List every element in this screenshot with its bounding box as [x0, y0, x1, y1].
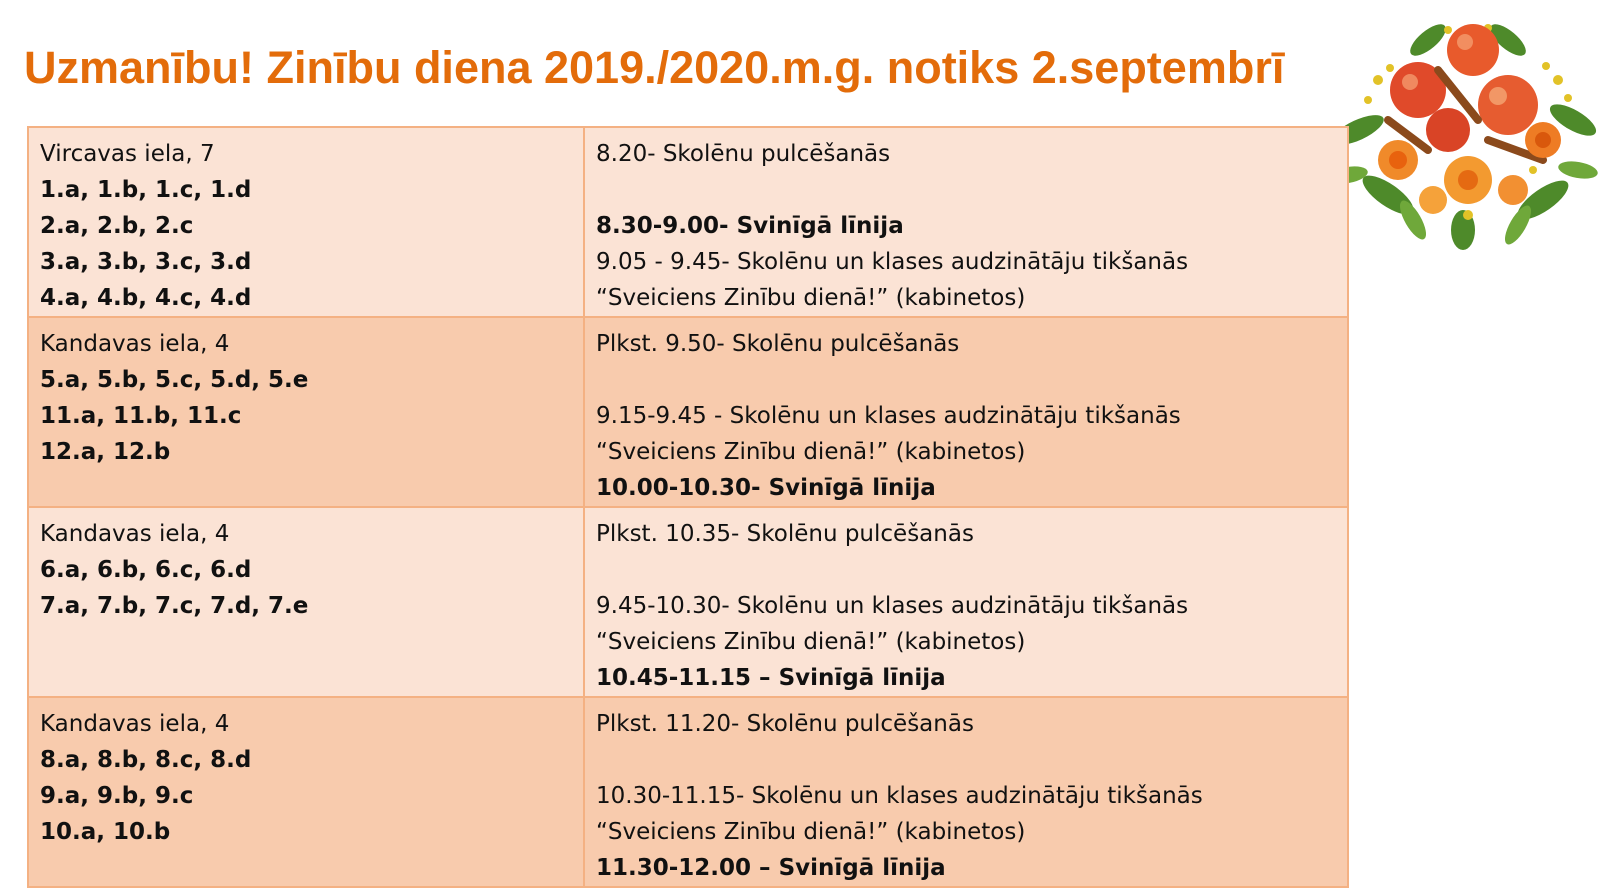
ceremony-time: 8.30-9.00- Svinīgā līnija — [596, 213, 904, 239]
schedule-line: “Sveiciens Zinību dienā!” (kabinetos) — [596, 629, 1026, 655]
schedule-line — [596, 172, 1337, 208]
location-cell — [28, 317, 584, 507]
schedule-cell — [584, 507, 1348, 697]
schedule-line: Plkst. 10.35- Skolēnu pulcēšanās — [596, 521, 974, 547]
table-row — [28, 317, 1348, 507]
location-cell — [28, 507, 584, 697]
schedule-line — [596, 552, 1337, 588]
schedule-line — [596, 742, 1337, 778]
schedule-line: 8.20- Skolēnu pulcēšanās — [596, 141, 891, 167]
class-list: 11.a, 11.b, 11.c — [40, 403, 242, 429]
class-list: 8.a, 8.b, 8.c, 8.d — [40, 747, 252, 773]
schedule-line: Plkst. 9.50- Skolēnu pulcēšanās — [596, 331, 960, 357]
schedule-line: Plkst. 11.20- Skolēnu pulcēšanās — [596, 711, 974, 737]
schedule-line: “Sveiciens Zinību dienā!” (kabinetos) — [596, 285, 1026, 311]
location-label: Vircavas iela, 7 — [40, 141, 215, 167]
ceremony-time: 11.30-12.00 – Svinīgā līnija — [596, 855, 946, 881]
class-list: 7.a, 7.b, 7.c, 7.d, 7.e — [40, 593, 309, 619]
schedule-line — [596, 362, 1337, 398]
table-row — [28, 507, 1348, 697]
autumn-bouquet-icon — [1328, 10, 1598, 250]
schedule-line: 9.05 - 9.45- Skolēnu un klases audzinātāju tikšanās — [596, 249, 1189, 275]
table-row — [28, 127, 1348, 317]
schedule-cell — [584, 317, 1348, 507]
class-list: 3.a, 3.b, 3.c, 3.d — [40, 249, 252, 275]
schedule-cell — [584, 697, 1348, 887]
class-list: 4.a, 4.b, 4.c, 4.d — [40, 285, 252, 311]
schedule-table — [27, 126, 1349, 888]
location-label: Kandavas iela, 4 — [40, 331, 230, 357]
schedule-line: 9.45-10.30- Skolēnu un klases audzinātāju tikšanās — [596, 593, 1189, 619]
class-list: 1.a, 1.b, 1.c, 1.d — [40, 177, 252, 203]
class-list: 10.a, 10.b — [40, 819, 171, 845]
ceremony-time: 10.00-10.30- Svinīgā līnija — [596, 475, 936, 501]
schedule-line: 10.30-11.15- Skolēnu un klases audzinātāju tikšanās — [596, 783, 1203, 809]
schedule-line: “Sveiciens Zinību dienā!” (kabinetos) — [596, 439, 1026, 465]
location-cell — [28, 127, 584, 317]
location-label: Kandavas iela, 4 — [40, 711, 230, 737]
schedule-line: 9.15-9.45 - Skolēnu un klases audzinātāju tikšanās — [596, 403, 1181, 429]
location-label: Kandavas iela, 4 — [40, 521, 230, 547]
location-cell — [28, 697, 584, 887]
schedule-cell — [584, 127, 1348, 317]
page-title: Uzmanību! Zinību diena 2019./2020.m.g. notiks 2.septembrī — [24, 42, 1285, 93]
class-list: 9.a, 9.b, 9.c — [40, 783, 194, 809]
class-list: 2.a, 2.b, 2.c — [40, 213, 194, 239]
ceremony-time: 10.45-11.15 – Svinīgā līnija — [596, 665, 946, 691]
class-list: 5.a, 5.b, 5.c, 5.d, 5.e — [40, 367, 309, 393]
class-list: 6.a, 6.b, 6.c, 6.d — [40, 557, 252, 583]
schedule-line: “Sveiciens Zinību dienā!” (kabinetos) — [596, 819, 1026, 845]
table-row — [28, 697, 1348, 887]
class-list: 12.a, 12.b — [40, 439, 171, 465]
